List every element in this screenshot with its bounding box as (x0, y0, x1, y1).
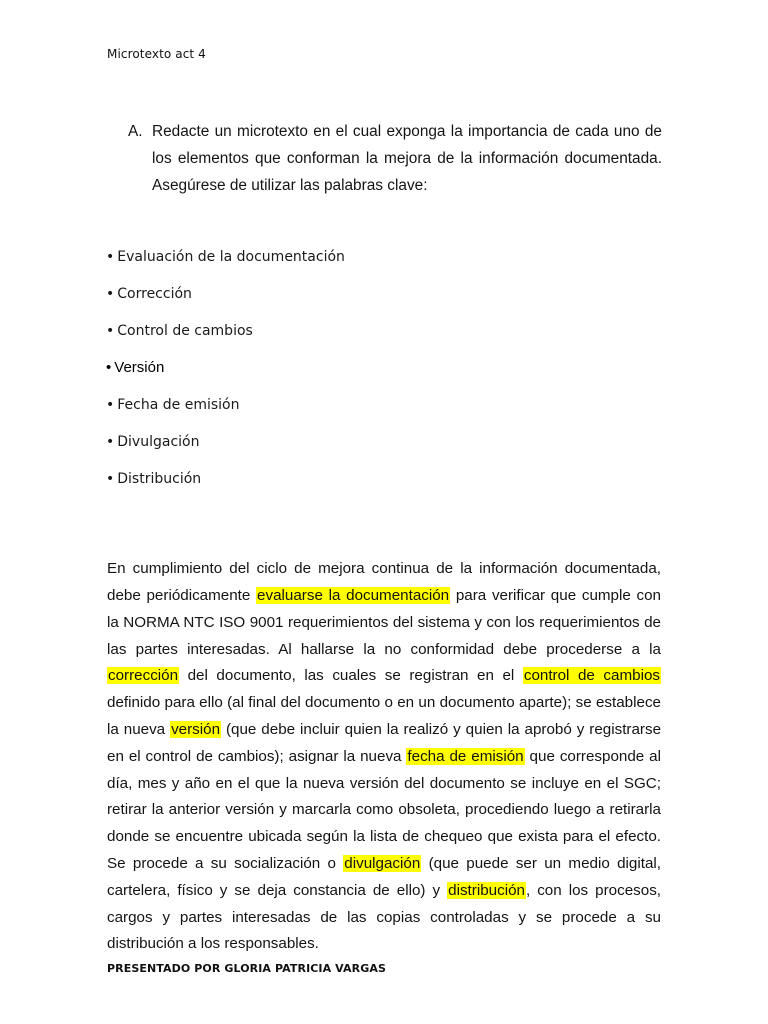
keyword-item (106, 358, 345, 395)
keyword-highlight: evaluarse la documentación (257, 586, 450, 604)
document-header: Microtexto act 4 (107, 47, 206, 61)
bullet-icon: • (106, 323, 115, 339)
keyword-label: Distribución (117, 471, 202, 487)
keyword-item (106, 432, 345, 469)
paragraph-text: definido para ello (al final del documento o en un documento aparte); se establece la nueva (107, 694, 661, 738)
keyword-highlight: control de cambios (523, 667, 660, 685)
instruction-item (128, 118, 662, 199)
bullet-icon: • (106, 249, 115, 265)
keyword-item (106, 247, 345, 284)
bullet-icon: • (106, 434, 115, 450)
keyword-label: Divulgación (117, 434, 200, 450)
keyword-item (106, 321, 345, 358)
paragraph-text: para verificar que cumple con la NORMA NTC ISO 9001 requerimientos del sistema y con los requerimientos de las partes interesadas. Al hallarse la no conformidad debe procederse a la (107, 586, 661, 658)
paragraph-text: (que debe incluir quien la realizó y quien la aprobó y registrarse en el control de cambios); asignar la nueva (107, 720, 662, 765)
bullet-icon: • (106, 471, 115, 487)
keyword-label: Corrección (117, 286, 192, 302)
paragraph-text: que corresponde al día, mes y año en el que la nueva versión del documento se incluye en el SGC; retirar la anterior versión y marcarla como obsoleta, procediendo luego a retirarla donde se encuentre ubicada según la lista de chequeo que exista para el efecto. Se procede a su socialización o (107, 747, 661, 872)
keyword-item (106, 284, 345, 321)
microtext-paragraph (107, 556, 661, 958)
instruction-letter: A. (128, 123, 143, 140)
keyword-label: Evaluación de la documentación (117, 249, 345, 265)
keyword-highlight: fecha de emisión (407, 747, 524, 765)
bullet-icon: • (106, 286, 115, 302)
bullet-icon: • (106, 359, 112, 376)
keyword-list (106, 247, 345, 506)
keyword-highlight: distribución (448, 881, 525, 899)
paragraph-text: , con los procesos, cargos y partes interesadas de las copias controladas y se procede a su distribución a los responsables. (107, 881, 662, 953)
keyword-label: Control de cambios (117, 323, 253, 339)
keyword-highlight: versión (171, 720, 221, 738)
keyword-label: Versión (114, 359, 165, 376)
document-footer: PRESENTADO POR GLORIA PATRICIA VARGAS (107, 962, 386, 975)
keyword-item (106, 395, 345, 432)
keyword-highlight: divulgación (344, 854, 421, 872)
paragraph-text: En cumplimiento del ciclo de mejora continua de la información documentada, debe periódicamente (107, 560, 661, 604)
keyword-item (106, 469, 345, 506)
instruction-text: Redacte un microtexto en el cual exponga la importancia de cada uno de los elementos que conforman la mejora de la información documentada. Asegúrese de utilizar las palabras clave: (152, 123, 662, 194)
keyword-label: Fecha de emisión (117, 397, 240, 413)
keyword-highlight: corrección (108, 667, 179, 685)
paragraph-text: del documento, las cuales se registran en el (179, 667, 523, 685)
paragraph-text: (que puede ser un medio digital, cartelera, físico y se deja constancia de ello) y (107, 854, 661, 899)
bullet-icon: • (106, 397, 115, 413)
